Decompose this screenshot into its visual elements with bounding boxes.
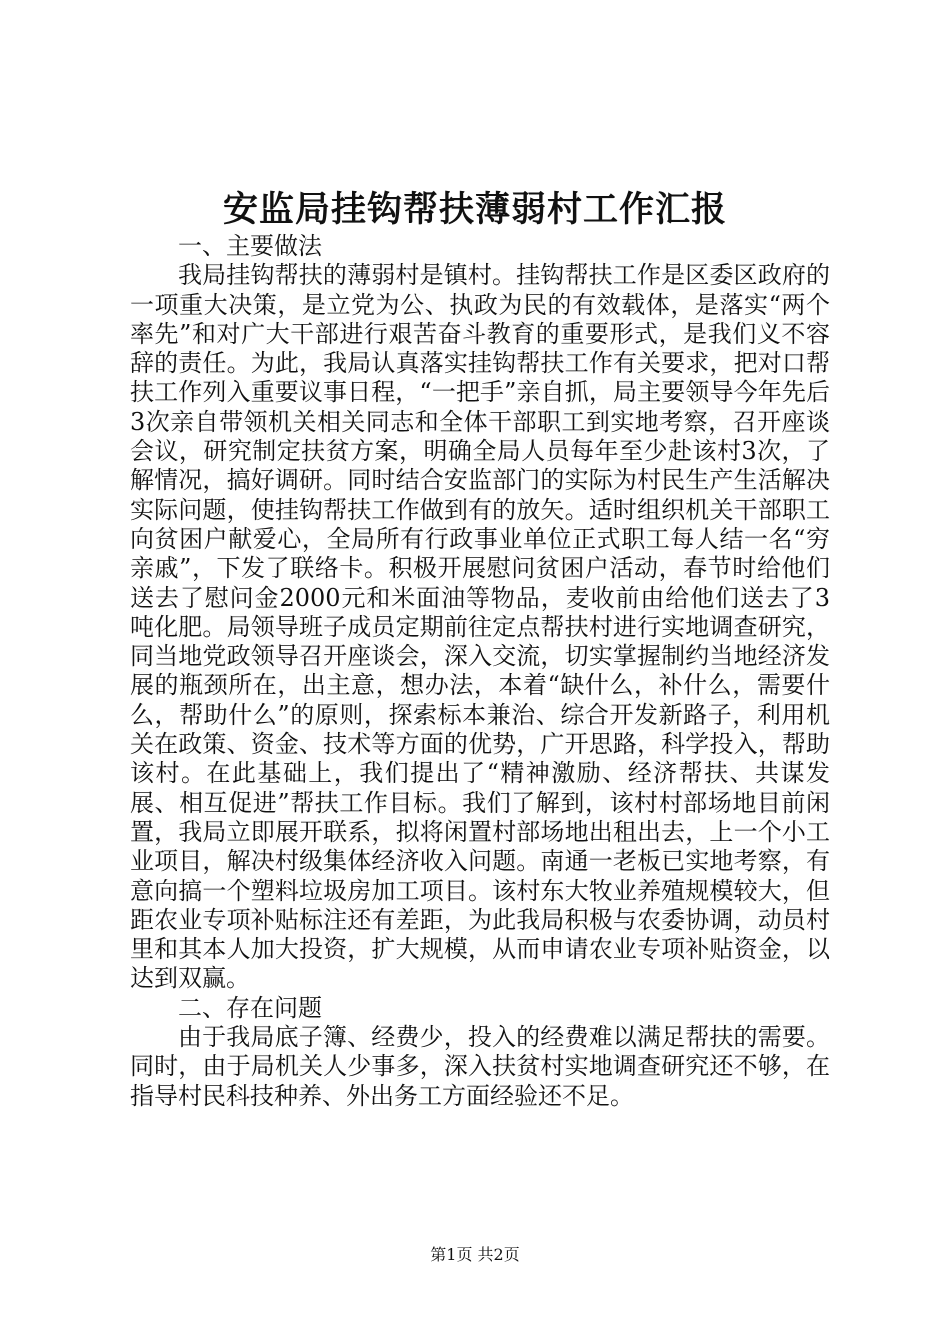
section-1-paragraph: 我局挂钩帮扶的薄弱村是镇村。挂钩帮扶工作是区委区政府的一项重大决策，是立党为公、执政为民的有效载体，是落实“两个率先”和对广大干部进行艰苦奋斗教育的重要形式，是我们义不容辞的责任。为此，我局认真落实挂钩帮扶工作有关要求，把对口帮扶工作列入重要议事日程，“一把手”亲自抓，局主要领导今年先后3次亲自带领机关相关同志和全体干部职工到实地考察，召开座谈会议，研究制定扶贫方案，明确全局人员每年至少赴该村3次，了解情况，搞好调研。同时结合安监部门的实际为村民生产生活解决实际问题，使挂钩帮扶工作做到有的放矢。适时组织机关干部职工向贫困户献爱心，全局所有行政事业单位正式职工每人结一名“穷亲戚”，下发了联络卡。积极开展慰问贫困户活动，春节时给他们送去了慰问金2000元和米面油等物品，麦收前由给他们送去了3吨化肥。局领导班子成员定期前往定点帮扶村进行实地调查研究，同当地党政领导召开座谈会，深入交流，切实掌握制约当地经济发展的瓶颈所在，出主意，想办法，本着“缺什么，补什么，需要什么，帮助什么”的原则，探索标本兼治、综合开发新路子，利用机关在政策、资金、技术等方面的优势，广开思路，科学投入，帮助该村。在此基础上，我们提出了“精神激励、经济帮扶、共谋发展、相互促进”帮扶工作目标。我们了解到，该村村部场地目前闲置，我局立即展开联系，拟将闲置村部场地出租出去，上一个小工业项目，解决村级集体经济收入问题。南通一老板已实地考察，有意向搞一个塑料垃圾房加工项目。该村东大牧业养殖规模较大，但距农业专项补贴标注还有差距，为此我局积极与农委协调，动员村里和其本人加大投资，扩大规模，从而申请农业专项补贴资金，以达到双赢。 xyxy=(130,261,830,993)
section-2-heading: 二、存在问题 xyxy=(178,993,322,1022)
section-1-heading: 一、主要做法 xyxy=(178,232,322,260)
document-title: 安监局挂钩帮扶薄弱村工作汇报 xyxy=(222,189,727,230)
document-body xyxy=(130,232,830,1111)
page-number-footer: 第1页 共2页 xyxy=(430,1245,520,1264)
section-2-paragraph: 由于我局底子簿、经费少，投入的经费难以满足帮扶的需要。同时，由于局机关人少事多，深入扶贫村实地调查研究还不够，在指导村民科技种养、外出务工方面经验还不足。 xyxy=(130,1023,830,1110)
